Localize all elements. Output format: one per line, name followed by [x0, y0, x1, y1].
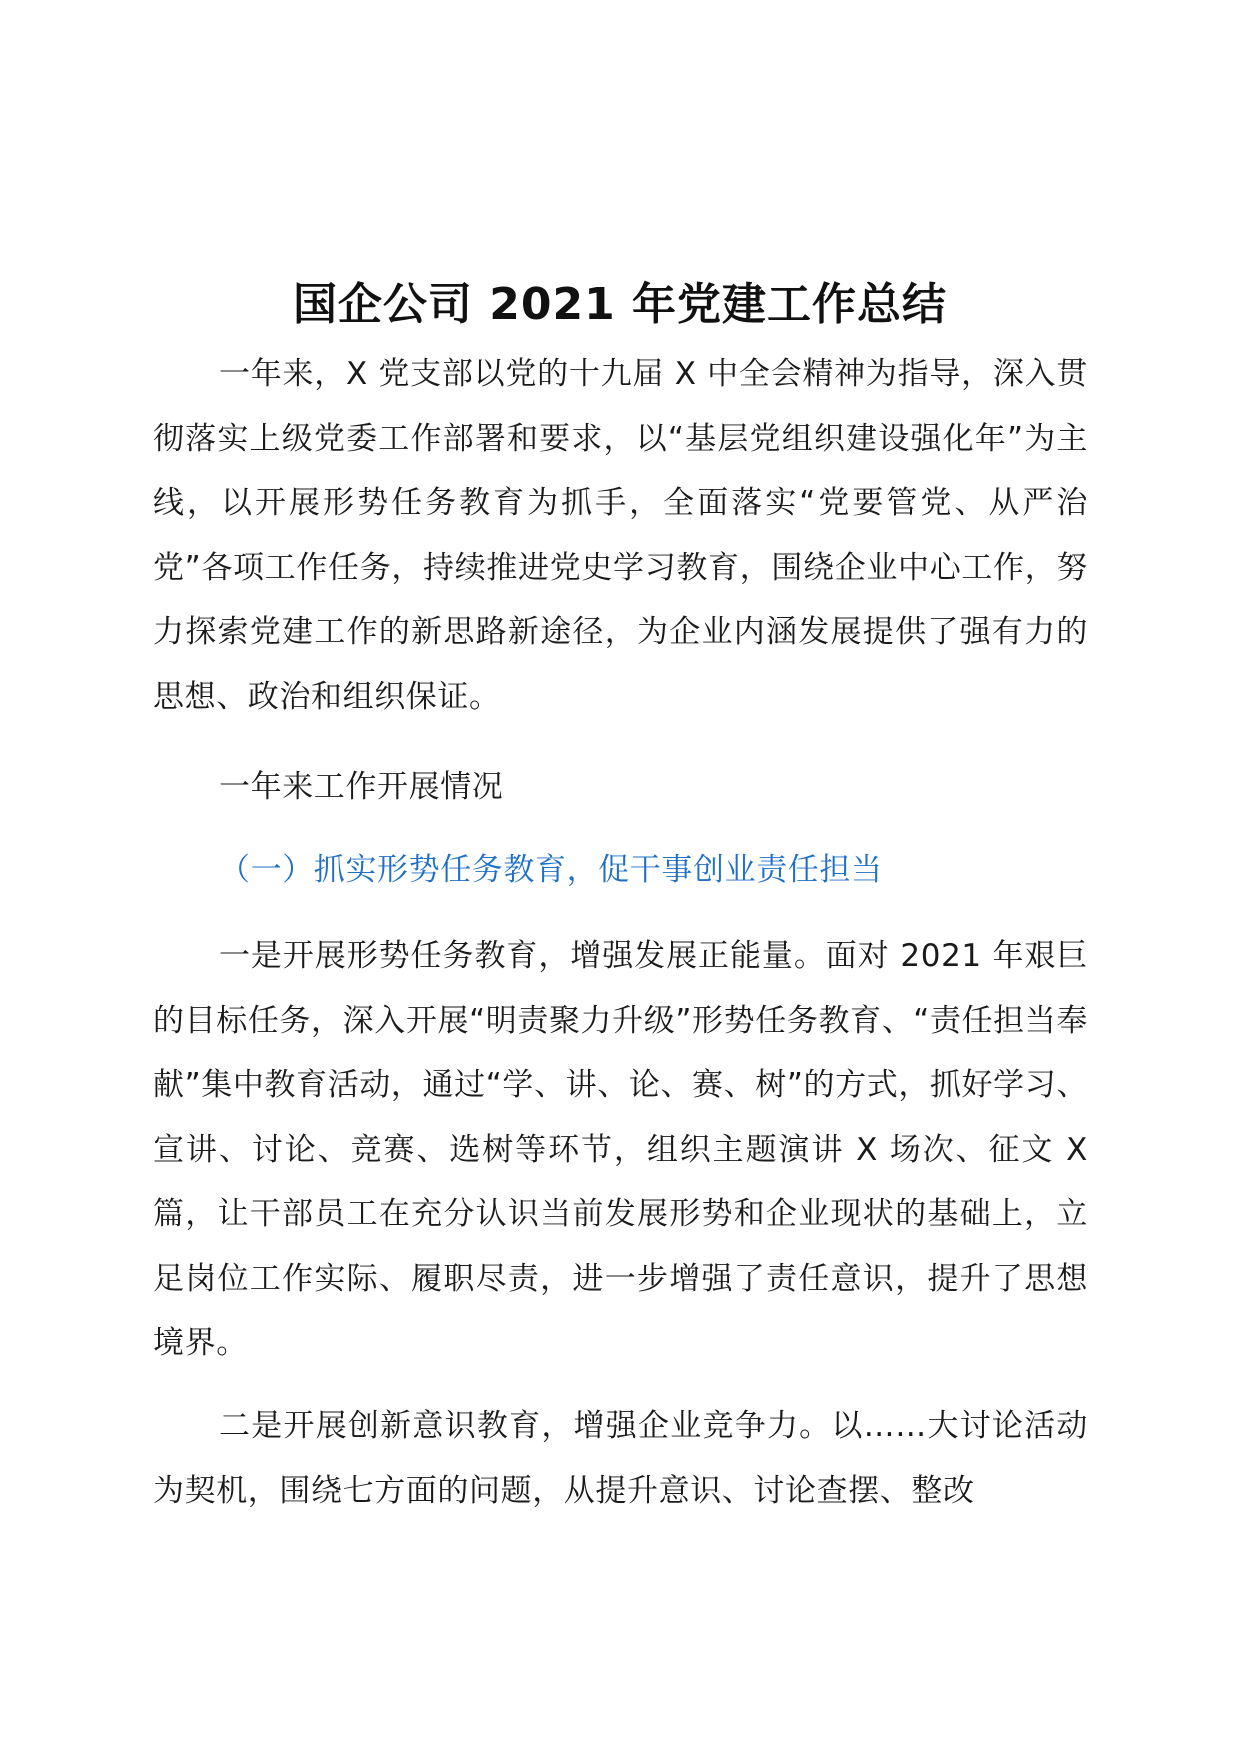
body-paragraph-2: 二是开展创新意识教育，增强企业竞争力。以……大讨论活动为契机，围绕七方面的问题，从提升意识、讨论查摆、整改 — [153, 1408, 1088, 1509]
body-paragraph-1: 一是开展形势任务教育，增强发展正能量。面对 2021 年艰巨的目标任务，深入开展“明责聚力升级”形势任务教育、“责任担当奉献”集中教育活动，通过“学、讲、论、赛、树”的方式，抓好学习、宣讲、讨论、竞赛、选树等环节，组织主题演讲 X 场次、征文 X 篇，让干部员工在充分认识当前发展形势和企业现状的基础上，立足岗位工作实际、履职尽责，进一步增强了责任意识，提升了思想境界。 — [153, 938, 1088, 1361]
intro-paragraph: 一年来，X 党支部以党的十九届 X 中全会精神为指导，深入贯彻落实上级党委工作部署和要求，以“基层党组织建设强化年”为主线，以开展形势任务教育为抓手，全面落实“党要管党、从严治党”各项工作任务，持续推进党史学习教育，围绕企业中心工作，努力探索党建工作的新思路新途径，为企业内涵发展提供了强有力的思想、政治和组织保证。 — [153, 356, 1088, 715]
section-heading: 一年来工作开展情况 — [219, 769, 504, 805]
subsection-heading: （一）抓实形势任务教育，促干事创业责任担当 — [219, 852, 883, 888]
document-title: 国企公司 2021 年党建工作总结 — [292, 279, 948, 331]
